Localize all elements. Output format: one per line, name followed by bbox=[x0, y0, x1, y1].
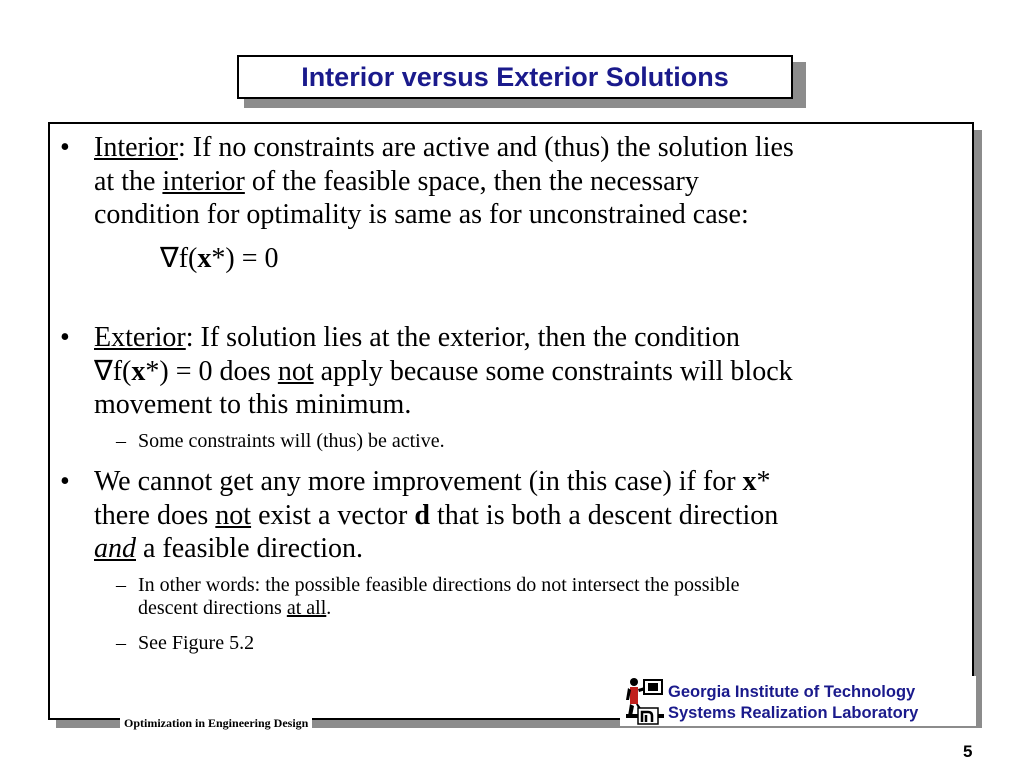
text: of the feasible space, then the necessary bbox=[244, 165, 699, 197]
text: exist a vector bbox=[251, 499, 415, 531]
text: : If no constraints are active and (thus) the solution lies bbox=[177, 132, 794, 163]
bullet-interior-line1 bbox=[94, 131, 794, 165]
bullet-improvement-line3 bbox=[94, 532, 363, 566]
lab-name: Systems Realization Laboratory bbox=[668, 704, 919, 722]
page-number: 5 bbox=[963, 742, 973, 761]
bullet-marker: • bbox=[60, 322, 70, 353]
bullet-improvement-line1 bbox=[94, 465, 771, 499]
term-interior: Interior bbox=[94, 132, 178, 163]
equation-gradient-zero bbox=[160, 242, 279, 276]
text: *) = 0 does bbox=[145, 355, 278, 387]
text: We cannot get any more improvement (in this case) if for bbox=[94, 466, 743, 497]
underlined-text: not bbox=[215, 499, 252, 531]
text: at the bbox=[94, 165, 163, 197]
sub-bullet-see-figure: See Figure 5.2 bbox=[138, 632, 255, 654]
institute-name: Georgia Institute of Technology bbox=[668, 683, 916, 701]
text: apply because some constraints will block bbox=[313, 355, 793, 387]
bullet-marker: • bbox=[60, 466, 70, 497]
underlined-text: interior bbox=[162, 165, 245, 197]
bullet-interior-line2 bbox=[94, 165, 699, 199]
text: *) = 0 bbox=[211, 243, 279, 274]
gatech-srl-logo-icon bbox=[624, 676, 666, 726]
text: descent directions bbox=[138, 597, 287, 619]
slide-title bbox=[237, 55, 793, 99]
underlined-text: at all bbox=[286, 597, 327, 619]
text: ∇f( bbox=[160, 243, 198, 274]
italic-underlined-and: and bbox=[94, 533, 136, 564]
text: * bbox=[756, 466, 771, 497]
text: ∇f( bbox=[94, 355, 132, 387]
bullet-marker: • bbox=[60, 132, 70, 163]
course-footer: Optimization in Engineering Design bbox=[120, 716, 312, 731]
bold-x: x bbox=[131, 355, 146, 387]
underlined-text: not bbox=[277, 355, 314, 387]
text: a feasible direction. bbox=[136, 533, 364, 564]
sub-bullet-marker: – bbox=[116, 574, 126, 596]
term-exterior: Exterior bbox=[94, 322, 186, 353]
text: there does bbox=[94, 499, 216, 531]
bullet-exterior-line1 bbox=[94, 321, 740, 355]
bold-d: d bbox=[414, 499, 430, 531]
bullet-interior-line3: condition for optimality is same as for unconstrained case: bbox=[94, 199, 749, 230]
bold-x: x bbox=[197, 243, 212, 274]
sub-bullet-marker: – bbox=[116, 632, 126, 654]
sub-bullet-active-constraints: Some constraints will (thus) be active. bbox=[138, 430, 445, 452]
sub-bullet-other-words-line1: In other words: the possible feasible directions do not intersect the possible bbox=[138, 574, 740, 596]
bold-x: x bbox=[742, 466, 757, 497]
bullet-exterior-line3: movement to this minimum. bbox=[94, 389, 412, 420]
text: : If solution lies at the exterior, then the condition bbox=[185, 322, 740, 353]
text: . bbox=[326, 597, 332, 619]
sub-bullet-other-words-line2 bbox=[138, 597, 331, 620]
sub-bullet-marker: – bbox=[116, 430, 126, 452]
bullet-exterior-line2 bbox=[94, 355, 793, 389]
text: that is both a descent direction bbox=[429, 499, 779, 531]
slide-title-text: Interior versus Exterior Solutions bbox=[301, 61, 729, 92]
bullet-improvement-line2 bbox=[94, 499, 778, 533]
